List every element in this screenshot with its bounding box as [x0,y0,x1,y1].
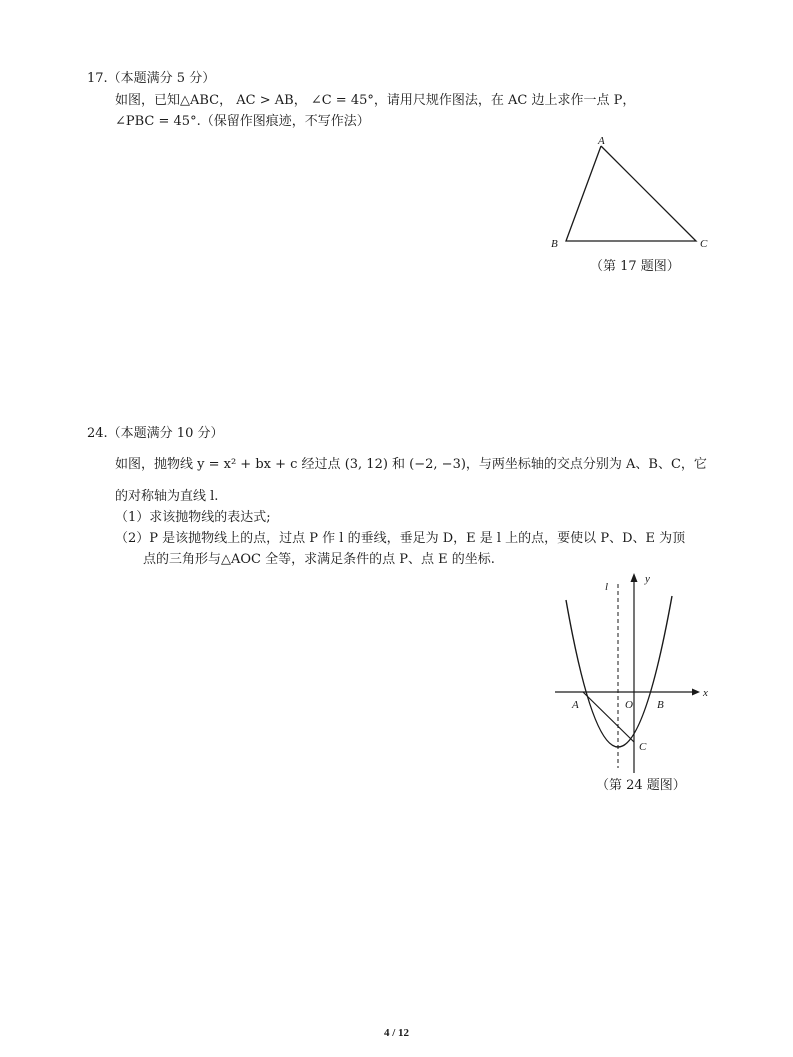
q24-part2-line1: （2）P 是该抛物线上的点，过点 P 作 l 的垂线，垂足为 D，E 是 l 上的点，要使以 P、D、E 为顶 [115,531,686,546]
q17-header: 17.（本题满分 5 分） [87,71,216,86]
q24-part1: （1）求该抛物线的表达式; [115,510,271,525]
q24-parabola-figure [550,568,720,780]
vertex-label-a: A [598,135,605,147]
parabola-curve [566,596,672,747]
label-c: C [639,741,647,753]
vertex-label-c: C [700,238,708,250]
x-axis-arrow [692,689,700,696]
q24-figure-caption: （第 24 题图） [596,778,686,793]
vertex-label-b: B [551,238,558,250]
page-number: 4 / 12 [383,1027,410,1039]
q24-text-line1: 如图，抛物线 y = x² + bx + c 经过点 (3, 12) 和 (−2, −3)，与两坐标轴的交点分别为 A、B、C，它 [115,457,707,472]
y-axis-arrow [631,573,638,582]
q24-part2-line2: 点的三角形与△AOC 全等，求满足条件的点 P、点 E 的坐标. [143,552,495,567]
label-y: y [645,573,650,585]
label-l: l [605,581,609,593]
q24-text-line2: 的对称轴为直线 l. [115,489,219,504]
q17-figure-caption: （第 17 题图） [590,259,680,274]
q17-text-line2: ∠PBC = 45°.（保留作图痕迹，不写作法） [115,114,370,129]
label-a: A [572,699,579,711]
q17-triangle-figure [545,130,715,255]
q24-header: 24.（本题满分 10 分） [87,426,224,441]
triangle-abc [566,146,696,241]
label-b: B [657,699,664,711]
label-x: x [703,687,708,699]
label-o: O [625,699,633,711]
q17-text-line1: 如图，已知△ABC， AC > AB， ∠C = 45°，请用尺规作图法，在 AC 边上求作一点 P， [115,93,636,108]
